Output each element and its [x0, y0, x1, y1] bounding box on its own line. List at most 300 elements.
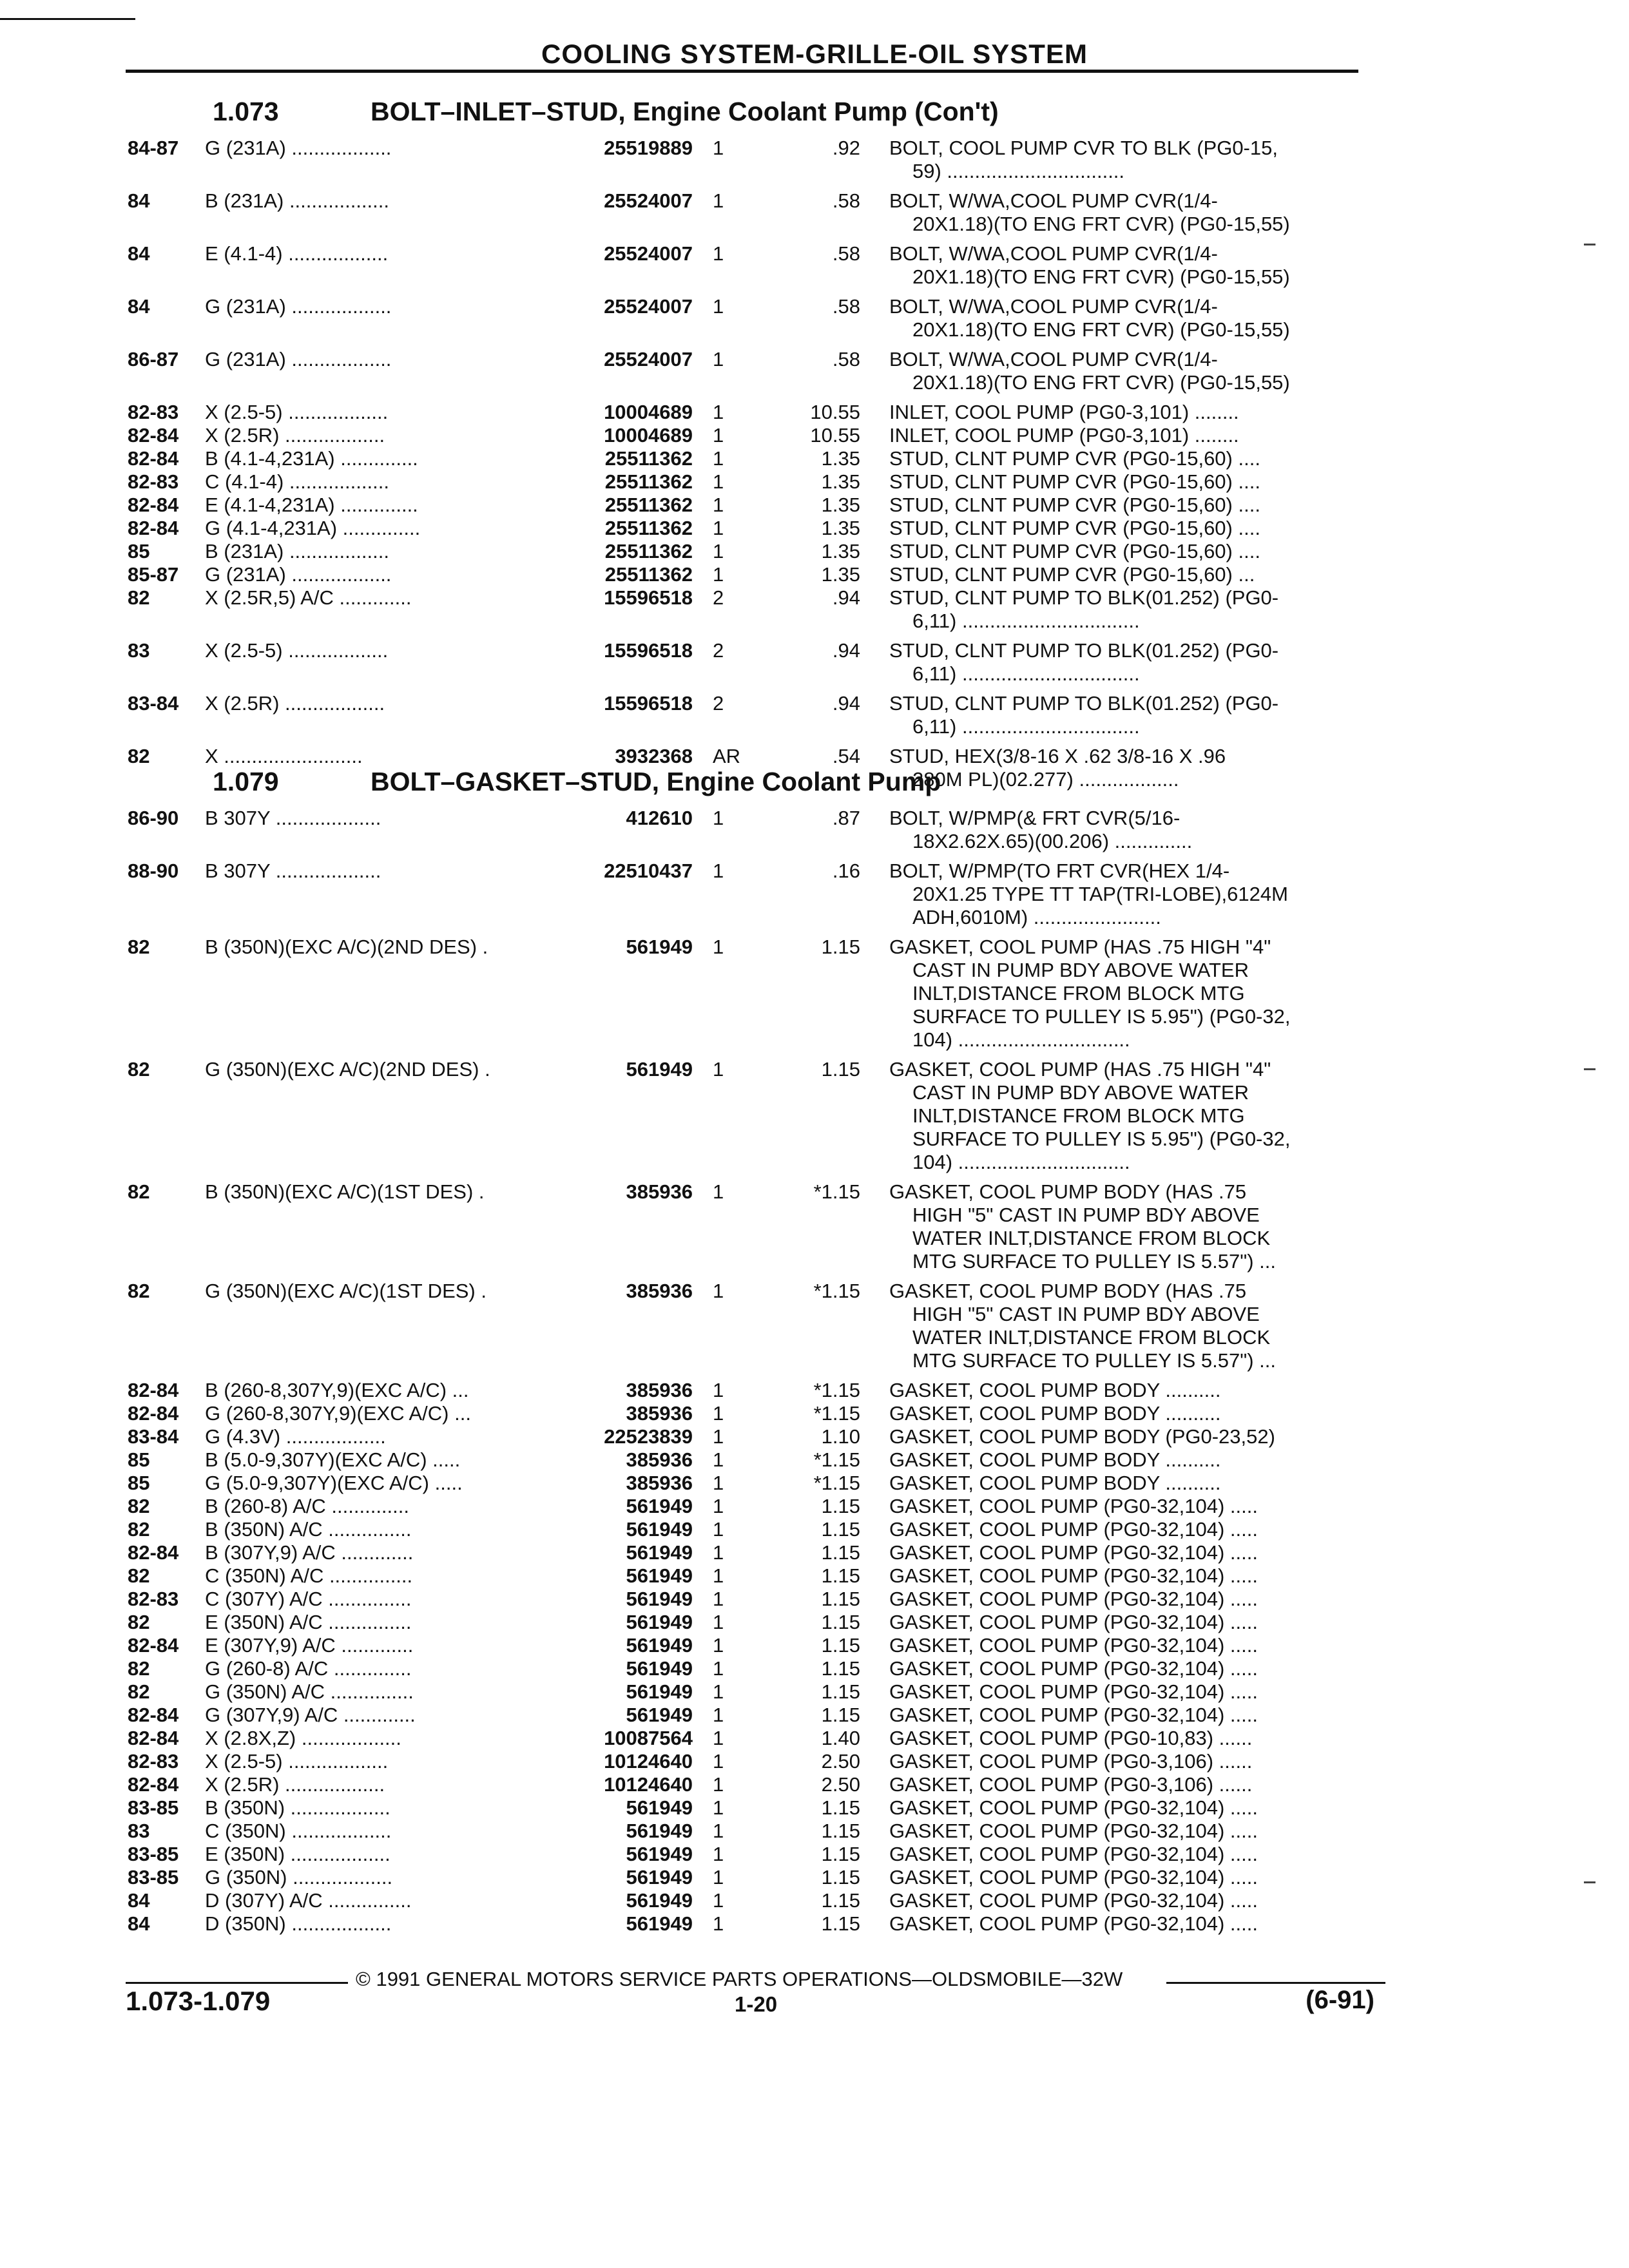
- description-line: STUD, CLNT PUMP CVR (PG0-15,60) ....: [889, 517, 1260, 539]
- application: G (4.1-4,231A) ..............: [205, 517, 421, 539]
- model-year: 82-84: [128, 1541, 179, 1564]
- part-number: 561949: [626, 1912, 693, 1935]
- part-description: [889, 295, 1290, 341]
- part-description: [889, 1634, 1258, 1657]
- description-line: GASKET, COOL PUMP (PG0-32,104) .....: [889, 1657, 1258, 1680]
- description-line: BOLT, COOL PUMP CVR TO BLK (PG0-15,: [889, 137, 1278, 159]
- part-row: [0, 586, 1629, 633]
- model-year: 82-84: [128, 1773, 179, 1796]
- part-row: [0, 1796, 1629, 1820]
- description-line: GASKET, COOL PUMP BODY (PG0-23,52): [889, 1425, 1275, 1448]
- quantity: 1: [713, 540, 724, 562]
- model-year: 85: [128, 1448, 150, 1471]
- model-year: 82-84: [128, 517, 179, 539]
- description-line: GASKET, COOL PUMP (PG0-3,106) ......: [889, 1750, 1253, 1773]
- part-number: 561949: [626, 1866, 693, 1888]
- application: B (350N)(EXC A/C)(2ND DES) .: [205, 936, 488, 958]
- price: *1.15: [813, 1280, 860, 1302]
- part-number: 385936: [626, 1472, 693, 1494]
- description-line: GASKET, COOL PUMP (PG0-32,104) .....: [889, 1680, 1258, 1703]
- price: 1.35: [821, 563, 860, 586]
- quantity: 1: [713, 1889, 724, 1912]
- model-year: 82: [128, 1564, 150, 1587]
- price: .54: [832, 745, 860, 767]
- part-row: [0, 860, 1629, 929]
- part-number: 561949: [626, 1564, 693, 1587]
- model-year: 83-85: [128, 1796, 179, 1819]
- part-number: 3932368: [615, 745, 693, 767]
- description-line: GASKET, COOL PUMP BODY (HAS .75: [889, 1180, 1247, 1203]
- part-row: [0, 1820, 1629, 1843]
- part-row: [0, 1889, 1629, 1912]
- description-line: 104) ...............................: [912, 1151, 1130, 1173]
- part-row: [0, 936, 1629, 1052]
- price: .16: [832, 860, 860, 882]
- margin-tick: [1584, 1068, 1595, 1070]
- quantity: 2: [713, 639, 724, 662]
- part-row: [0, 1912, 1629, 1936]
- description-line: GASKET, COOL PUMP (PG0-32,104) .....: [889, 1588, 1258, 1610]
- price: .94: [832, 639, 860, 662]
- model-year: 83-84: [128, 1425, 179, 1448]
- model-year: 86-90: [128, 807, 179, 829]
- part-description: [889, 1495, 1258, 1518]
- part-number: 561949: [626, 1518, 693, 1541]
- part-row: [0, 1750, 1629, 1773]
- application: G (350N)(EXC A/C)(2ND DES) .: [205, 1058, 490, 1081]
- application: C (350N) ..................: [205, 1820, 392, 1842]
- part-number: 561949: [626, 1796, 693, 1819]
- model-year: 84: [128, 242, 150, 265]
- part-description: [889, 1448, 1221, 1472]
- description-line: MTG SURFACE TO PULLEY IS 5.57") ...: [912, 1250, 1277, 1273]
- price: 2.50: [821, 1750, 860, 1773]
- quantity: 1: [713, 1866, 724, 1888]
- part-number: 561949: [626, 1657, 693, 1680]
- model-year: 82-84: [128, 1704, 179, 1726]
- description-line: GASKET, COOL PUMP (PG0-32,104) .....: [889, 1889, 1258, 1912]
- description-line: 20X1.18)(TO ENG FRT CVR) (PG0-15,55): [912, 265, 1290, 288]
- quantity: 1: [713, 1541, 724, 1564]
- quantity: 1: [713, 447, 724, 470]
- part-number: 385936: [626, 1379, 693, 1401]
- part-number: 25511362: [604, 563, 693, 586]
- description-line: SURFACE TO PULLEY IS 5.95") (PG0-32,: [912, 1005, 1291, 1028]
- price: 1.15: [821, 1820, 860, 1842]
- application: G (350N) A/C ...............: [205, 1680, 414, 1703]
- price: *1.15: [813, 1472, 860, 1494]
- part-row: [0, 1866, 1629, 1889]
- part-description: [889, 1518, 1258, 1541]
- price: 1.35: [821, 470, 860, 493]
- model-year: 88-90: [128, 860, 179, 882]
- quantity: 1: [713, 1773, 724, 1796]
- price: 1.15: [821, 1866, 860, 1888]
- quantity: 1: [713, 1058, 724, 1081]
- model-year: 84-87: [128, 137, 179, 159]
- application: B 307Y ...................: [205, 807, 381, 829]
- application: X (2.5R) ..................: [205, 424, 385, 447]
- model-year: 82-84: [128, 1379, 179, 1401]
- description-line: STUD, CLNT PUMP TO BLK(01.252) (PG0-: [889, 639, 1279, 662]
- description-line: BOLT, W/WA,COOL PUMP CVR(1/4-: [889, 189, 1218, 212]
- description-line: GASKET, COOL PUMP (PG0-32,104) .....: [889, 1541, 1258, 1564]
- quantity: 1: [713, 401, 724, 423]
- price: 1.35: [821, 540, 860, 562]
- description-line: ADH,6010M) .......................: [912, 906, 1161, 928]
- application: B (350N)(EXC A/C)(1ST DES) .: [205, 1180, 485, 1203]
- part-row: [0, 189, 1629, 236]
- description-line: CAST IN PUMP BDY ABOVE WATER: [912, 1081, 1249, 1104]
- part-number: 15596518: [604, 586, 693, 609]
- part-description: [889, 1704, 1258, 1727]
- part-row: [0, 1704, 1629, 1727]
- quantity: 1: [713, 1425, 724, 1448]
- quantity: 1: [713, 1402, 724, 1425]
- description-line: INLET, COOL PUMP (PG0-3,101) ........: [889, 424, 1239, 447]
- application: C (307Y) A/C ...............: [205, 1588, 412, 1610]
- price: 1.15: [821, 1796, 860, 1819]
- description-line: 6,11) ................................: [912, 715, 1140, 738]
- application: B (5.0-9,307Y)(EXC A/C) .....: [205, 1448, 461, 1471]
- part-description: [889, 470, 1260, 494]
- description-line: BOLT, W/WA,COOL PUMP CVR(1/4-: [889, 295, 1218, 318]
- description-line: BOLT, W/PMP(& FRT CVR(5/16-: [889, 807, 1181, 829]
- description-line: INLT,DISTANCE FROM BLOCK MTG: [912, 982, 1245, 1004]
- application: G (260-8) A/C ..............: [205, 1657, 412, 1680]
- quantity: 1: [713, 424, 724, 447]
- price: 1.15: [821, 1704, 860, 1726]
- part-number: 25511362: [604, 470, 693, 493]
- part-description: [889, 1280, 1276, 1372]
- part-row: [0, 1472, 1629, 1495]
- description-line: SURFACE TO PULLEY IS 5.95") (PG0-32,: [912, 1128, 1291, 1150]
- quantity: 1: [713, 936, 724, 958]
- description-line: GASKET, COOL PUMP (PG0-32,104) .....: [889, 1912, 1258, 1935]
- quantity: 1: [713, 1518, 724, 1541]
- part-row: [0, 563, 1629, 586]
- description-line: BOLT, W/PMP(TO FRT CVR(HEX 1/4-: [889, 860, 1230, 882]
- model-year: 83-85: [128, 1866, 179, 1888]
- title-underline: [126, 70, 1358, 73]
- application: C (350N) A/C ...............: [205, 1564, 413, 1587]
- part-description: [889, 1843, 1258, 1866]
- description-line: 20X1.18)(TO ENG FRT CVR) (PG0-15,55): [912, 318, 1290, 341]
- model-year: 82-84: [128, 494, 179, 516]
- price: 1.35: [821, 447, 860, 470]
- quantity: 1: [713, 189, 724, 212]
- part-number: 561949: [626, 1058, 693, 1081]
- part-row: [0, 540, 1629, 563]
- price: 1.15: [821, 1541, 860, 1564]
- application: C (4.1-4) ..................: [205, 470, 389, 493]
- quantity: 1: [713, 1280, 724, 1302]
- description-line: WATER INLT,DISTANCE FROM BLOCK: [912, 1227, 1271, 1249]
- part-row: [0, 639, 1629, 686]
- part-description: [889, 1889, 1258, 1912]
- description-line: GASKET, COOL PUMP BODY ..........: [889, 1472, 1221, 1494]
- part-row: [0, 1634, 1629, 1657]
- application: G (350N) ..................: [205, 1866, 393, 1888]
- part-number: 25511362: [604, 447, 693, 470]
- part-number: 10124640: [604, 1773, 693, 1796]
- part-description: [889, 1541, 1258, 1564]
- part-description: [889, 242, 1290, 289]
- price: .58: [832, 189, 860, 212]
- description-line: STUD, CLNT PUMP CVR (PG0-15,60) ....: [889, 494, 1260, 516]
- model-year: 82-83: [128, 401, 179, 423]
- quantity: AR: [713, 745, 741, 767]
- quantity: 1: [713, 1704, 724, 1726]
- part-number: 15596518: [604, 639, 693, 662]
- part-row: [0, 1657, 1629, 1680]
- model-year: 82-83: [128, 1588, 179, 1610]
- part-description: [889, 1820, 1258, 1843]
- application: X (2.5R,5) A/C .............: [205, 586, 412, 609]
- quantity: 1: [713, 348, 724, 370]
- application: B (231A) ..................: [205, 189, 389, 212]
- section-name: BOLT–GASKET–STUD, Engine Coolant Pump: [371, 767, 941, 796]
- top-left-rule: [0, 18, 135, 20]
- quantity: 1: [713, 1611, 724, 1633]
- model-year: 82: [128, 936, 150, 958]
- part-description: [889, 639, 1278, 686]
- application: E (4.1-4,231A) ..............: [205, 494, 418, 516]
- margin-tick: [1584, 244, 1595, 245]
- application: D (307Y) A/C ...............: [205, 1889, 412, 1912]
- price: 1.40: [821, 1727, 860, 1749]
- quantity: 1: [713, 1912, 724, 1935]
- part-row: [0, 1611, 1629, 1634]
- part-row: [0, 517, 1629, 540]
- application: X (2.5-5) ..................: [205, 639, 389, 662]
- part-description: [889, 1402, 1221, 1425]
- application: B (350N) A/C ...............: [205, 1518, 412, 1541]
- part-row: [0, 1379, 1629, 1402]
- part-description: [889, 692, 1278, 738]
- price: 1.15: [821, 1843, 860, 1865]
- price: 1.35: [821, 494, 860, 516]
- part-row: [0, 1588, 1629, 1611]
- description-line: GASKET, COOL PUMP BODY ..........: [889, 1402, 1221, 1425]
- footer-rule-left: [126, 1982, 348, 1984]
- part-number: 561949: [626, 1634, 693, 1657]
- part-row: [0, 1680, 1629, 1704]
- model-year: 83-84: [128, 692, 179, 715]
- part-number: 25524007: [604, 189, 693, 212]
- part-number: 25524007: [604, 295, 693, 318]
- quantity: 1: [713, 242, 724, 265]
- part-row: [0, 1425, 1629, 1448]
- section-name: BOLT–INLET–STUD, Engine Coolant Pump (Con't): [371, 97, 999, 126]
- model-year: 83: [128, 1820, 150, 1842]
- application: X .........................: [205, 745, 363, 767]
- part-description: [889, 1472, 1221, 1495]
- description-line: STUD, CLNT PUMP CVR (PG0-15,60) ....: [889, 470, 1260, 493]
- quantity: 1: [713, 1680, 724, 1703]
- description-line: STUD, CLNT PUMP CVR (PG0-15,60) ....: [889, 447, 1260, 470]
- quantity: 1: [713, 860, 724, 882]
- model-year: 84: [128, 1912, 150, 1935]
- part-number: 561949: [626, 1541, 693, 1564]
- part-number: 412610: [626, 807, 693, 829]
- part-description: [889, 936, 1290, 1052]
- model-year: 82: [128, 1280, 150, 1302]
- part-row: [0, 807, 1629, 853]
- part-description: [889, 586, 1278, 633]
- description-line: STUD, CLNT PUMP TO BLK(01.252) (PG0-: [889, 692, 1279, 715]
- part-number: 10004689: [604, 401, 693, 423]
- part-number: 385936: [626, 1180, 693, 1203]
- application: B (231A) ..................: [205, 540, 389, 562]
- part-number: 25524007: [604, 242, 693, 265]
- description-line: GASKET, COOL PUMP (PG0-32,104) .....: [889, 1634, 1258, 1657]
- model-year: 82-84: [128, 1727, 179, 1749]
- part-number: 25519889: [604, 137, 693, 159]
- price: 1.15: [821, 1611, 860, 1633]
- price: .92: [832, 137, 860, 159]
- application: G (307Y,9) A/C .............: [205, 1704, 416, 1726]
- description-line: 6,11) ................................: [912, 662, 1140, 685]
- part-number: 561949: [626, 1495, 693, 1517]
- description-line: GASKET, COOL PUMP (HAS .75 HIGH "4": [889, 1058, 1271, 1081]
- description-line: BOLT, W/WA,COOL PUMP CVR(1/4-: [889, 348, 1218, 370]
- price: 1.15: [821, 1058, 860, 1081]
- part-description: [889, 189, 1290, 236]
- quantity: 1: [713, 1180, 724, 1203]
- description-line: STUD, CLNT PUMP TO BLK(01.252) (PG0-: [889, 586, 1279, 609]
- price: 1.15: [821, 1588, 860, 1610]
- part-row: [0, 348, 1629, 394]
- quantity: 1: [713, 1379, 724, 1401]
- price: 10.55: [810, 401, 860, 423]
- description-line: GASKET, COOL PUMP BODY ..........: [889, 1379, 1221, 1401]
- application: X (2.5-5) ..................: [205, 1750, 389, 1773]
- price: 1.15: [821, 1889, 860, 1912]
- application: B (350N) ..................: [205, 1796, 390, 1819]
- part-row: [0, 242, 1629, 289]
- part-description: [889, 1657, 1258, 1680]
- application: E (307Y,9) A/C .............: [205, 1634, 414, 1657]
- price: 1.15: [821, 1634, 860, 1657]
- quantity: 1: [713, 1843, 724, 1865]
- description-line: HIGH "5" CAST IN PUMP BDY ABOVE: [912, 1204, 1260, 1226]
- description-line: GASKET, COOL PUMP (PG0-32,104) .....: [889, 1611, 1258, 1633]
- part-description: [889, 348, 1290, 394]
- price: 1.15: [821, 1495, 860, 1517]
- quantity: 1: [713, 1634, 724, 1657]
- part-row: [0, 1564, 1629, 1588]
- model-year: 82: [128, 1518, 150, 1541]
- part-description: [889, 1866, 1258, 1889]
- description-line: GASKET, COOL PUMP (PG0-32,104) .....: [889, 1518, 1258, 1541]
- quantity: 1: [713, 1796, 724, 1819]
- part-number: 10004689: [604, 424, 693, 447]
- part-row: [0, 1448, 1629, 1472]
- part-number: 22523839: [604, 1425, 693, 1448]
- part-row: [0, 1495, 1629, 1518]
- price: 1.35: [821, 517, 860, 539]
- part-description: [889, 517, 1260, 540]
- application: X (2.5-5) ..................: [205, 401, 389, 423]
- application: E (350N) A/C ...............: [205, 1611, 412, 1633]
- price: 2.50: [821, 1773, 860, 1796]
- quantity: 2: [713, 586, 724, 609]
- description-line: STUD, CLNT PUMP CVR (PG0-15,60) ....: [889, 540, 1260, 562]
- application: B (260-8,307Y,9)(EXC A/C) ...: [205, 1379, 469, 1401]
- description-line: STUD, HEX(3/8-16 X .62 3/8-16 X .96: [889, 745, 1226, 767]
- part-row: [0, 692, 1629, 738]
- part-row: [0, 1058, 1629, 1174]
- part-number: 385936: [626, 1448, 693, 1471]
- part-number: 25511362: [604, 517, 693, 539]
- quantity: 1: [713, 1750, 724, 1773]
- description-line: INLET, COOL PUMP (PG0-3,101) ........: [889, 401, 1239, 423]
- price: *1.15: [813, 1379, 860, 1401]
- description-line: GASKET, COOL PUMP (PG0-32,104) .....: [889, 1495, 1258, 1517]
- price: *1.15: [813, 1180, 860, 1203]
- quantity: 1: [713, 1588, 724, 1610]
- part-number: 561949: [626, 1843, 693, 1865]
- model-year: 82-83: [128, 470, 179, 493]
- application: G (260-8,307Y,9)(EXC A/C) ...: [205, 1402, 471, 1425]
- description-line: 18X2.62X.65)(00.206) ..............: [912, 830, 1193, 852]
- price: .87: [832, 807, 860, 829]
- quantity: 1: [713, 1495, 724, 1517]
- application: X (2.5R) ..................: [205, 692, 385, 715]
- application: B (307Y,9) A/C .............: [205, 1541, 414, 1564]
- part-description: [889, 1796, 1258, 1820]
- quantity: 1: [713, 807, 724, 829]
- part-description: [889, 401, 1239, 424]
- part-row: [0, 1541, 1629, 1564]
- margin-tick: [1584, 1881, 1595, 1883]
- description-line: GASKET, COOL PUMP (PG0-10,83) ......: [889, 1727, 1253, 1749]
- application: G (4.3V) ..................: [205, 1425, 386, 1448]
- footer-page-number: 1-20: [735, 1992, 778, 2016]
- part-row: [0, 1773, 1629, 1796]
- price: .94: [832, 586, 860, 609]
- description-line: GASKET, COOL PUMP (PG0-32,104) .....: [889, 1704, 1258, 1726]
- quantity: 1: [713, 1820, 724, 1842]
- part-number: 25524007: [604, 348, 693, 370]
- model-year: 85: [128, 1472, 150, 1494]
- part-description: [889, 1379, 1221, 1402]
- part-description: [889, 1588, 1258, 1611]
- quantity: 1: [713, 1448, 724, 1471]
- description-line: STUD, CLNT PUMP CVR (PG0-15,60) ...: [889, 563, 1255, 586]
- description-line: BOLT, W/WA,COOL PUMP CVR(1/4-: [889, 242, 1218, 265]
- description-line: WATER INLT,DISTANCE FROM BLOCK: [912, 1326, 1271, 1349]
- part-number: 25511362: [604, 494, 693, 516]
- application: E (350N) ..................: [205, 1843, 390, 1865]
- part-number: 10087564: [604, 1727, 693, 1749]
- model-year: 82-84: [128, 1402, 179, 1425]
- part-description: [889, 494, 1260, 517]
- description-line: 20X1.18)(TO ENG FRT CVR) (PG0-15,55): [912, 213, 1290, 235]
- quantity: 1: [713, 137, 724, 159]
- model-year: 82: [128, 1680, 150, 1703]
- part-row: [0, 1402, 1629, 1425]
- description-line: GASKET, COOL PUMP (PG0-32,104) .....: [889, 1796, 1258, 1819]
- model-year: 84: [128, 295, 150, 318]
- part-description: [889, 1564, 1258, 1588]
- price: 1.15: [821, 1518, 860, 1541]
- part-number: 561949: [626, 1611, 693, 1633]
- description-line: GASKET, COOL PUMP BODY (HAS .75: [889, 1280, 1247, 1302]
- price: .58: [832, 348, 860, 370]
- part-row: [0, 470, 1629, 494]
